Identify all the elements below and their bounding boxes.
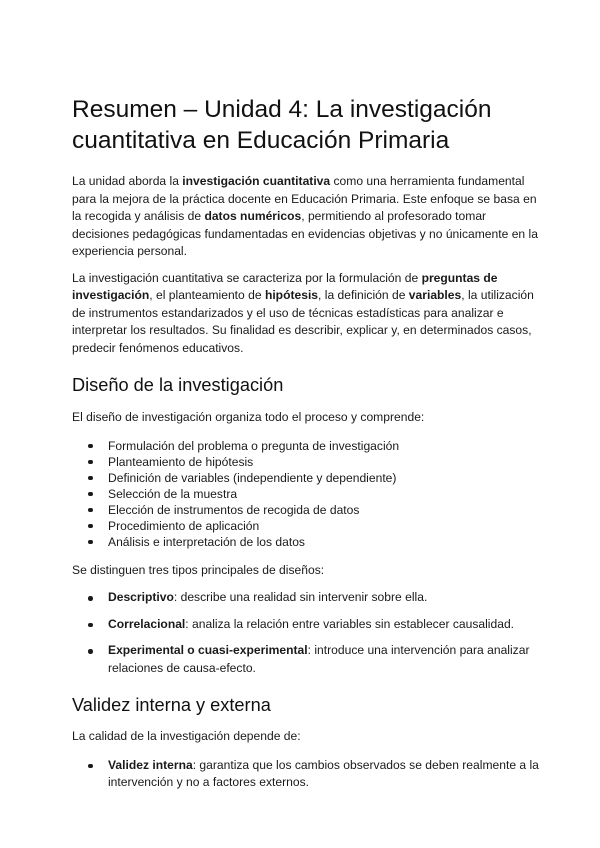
text-run: como una herramienta fundamental para la mejora de la práctica docente en Educación Primaria. Este enfoque se basa en la recogida y análisis de [72,174,537,223]
design-types-list [72,589,544,677]
bold-term: Experimental o cuasi-experimental [108,643,308,657]
list-item: Selección de la muestra [108,486,544,502]
list-item: Procedimiento de aplicación [108,518,544,534]
bold-term: datos numéricos [204,209,302,223]
text-run: : describe una realidad sin intervenir sobre ella. [173,590,428,604]
text-run: : introduce una intervención para analizar relaciones de causa-efecto. [108,643,530,675]
bold-term: Correlacional [108,616,186,631]
text-run: La unidad aborda la [72,174,183,188]
list-item [108,589,544,607]
list-item [108,757,544,792]
design-intro: El diseño de investigación organiza todo el proceso y comprende: [72,410,425,424]
list-item: Formulación del problema o pregunta de investigación [108,438,544,454]
text-run: : garantiza que los cambios observados se deben realmente a la intervención y no a factores externos. [108,757,539,789]
text-run: : analiza la relación entre variables sin establecer causalidad. [185,616,515,631]
bold-term: preguntas de investigación [72,270,498,302]
list-item: Definición de variables (independiente y dependiente) [108,470,544,486]
list-item: Análisis e interpretación de los datos [108,534,544,550]
section-heading-validity: Validez interna y externa [72,695,271,715]
text-run: , la utilización de instrumentos estandarizados y el uso de técnicas estadísticas para analizar e interpretar los resultados. Su finalidad es describir, explicar y, en determinados casos, predecir fenómenos educativos. [72,288,534,355]
validity-list [72,757,544,792]
document-content [72,94,544,792]
list-item: Elección de instrumentos de recogida de datos [108,502,544,518]
list-item [108,616,544,634]
bold-term: Descriptivo [108,590,174,604]
text-run: , el planteamiento de [149,288,265,302]
bold-term: Validez interna [108,757,193,772]
intro-paragraph-1 [72,173,544,261]
text-run: , la definición de [318,288,409,302]
list-item [108,642,544,677]
bold-term: investigación cuantitativa [182,174,331,188]
bold-term: variables [408,288,462,302]
text-run: La investigación cuantitativa se caracteriza por la formulación de [72,270,422,285]
intro-paragraph-2 [72,270,544,358]
list-item: Planteamiento de hipótesis [108,454,544,470]
text-run: , permitiendo al profesorado tomar decisiones pedagógicas fundamentadas en evidencias objetivas y no únicamente en la experiencia personal. [72,209,538,258]
design-types-intro: Se distinguen tres tipos principales de diseños: [72,562,325,577]
design-steps-list [72,438,544,550]
validity-intro: La calidad de la investigación depende de: [72,729,301,743]
bold-term: hipótesis [264,288,319,302]
section-heading-design: Diseño de la investigación [72,375,284,395]
document-title: Resumen – Unidad 4: La investigación cuantitativa en Educación Primaria [72,96,492,154]
